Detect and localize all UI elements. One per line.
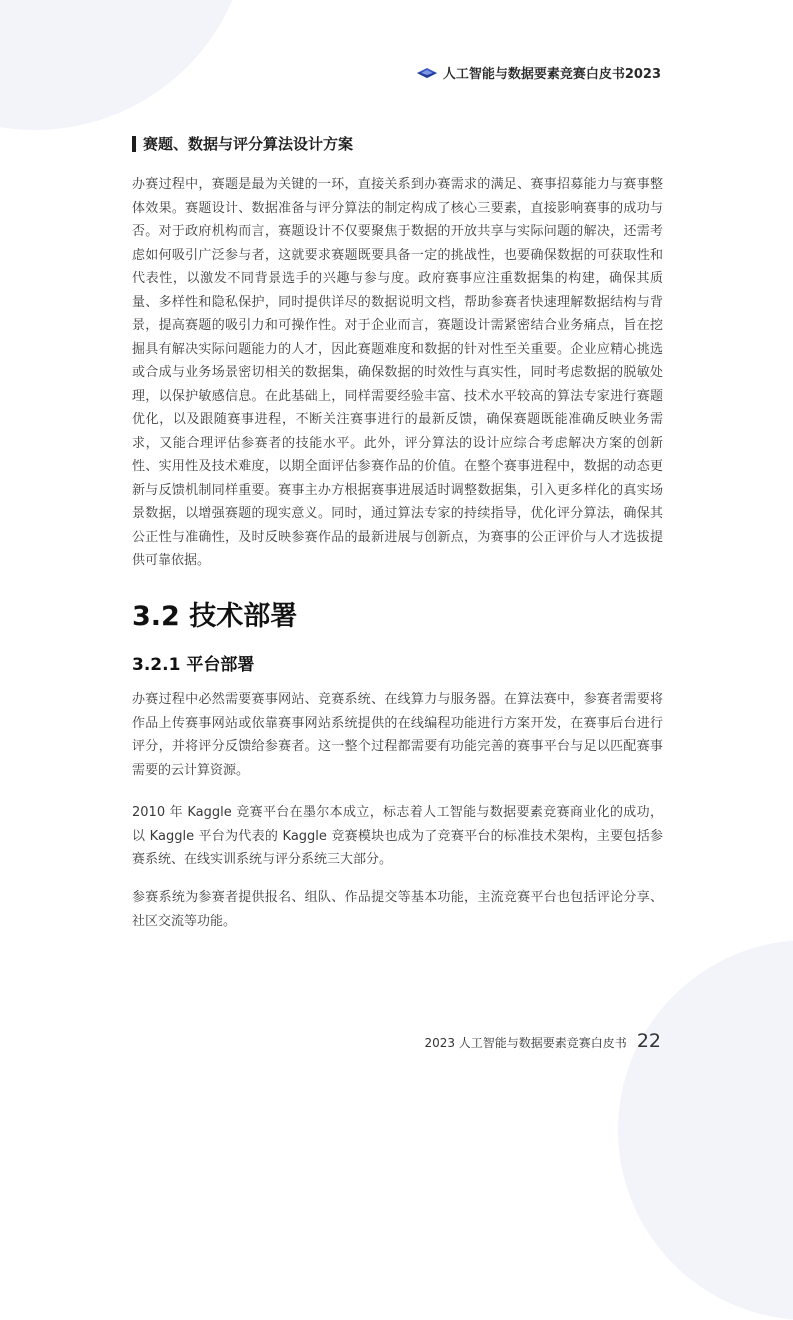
- header-title: 人工智能与数据要素竞赛白皮书2023: [442, 67, 661, 82]
- page-footer: [424, 1030, 661, 1052]
- decorative-circle-top-left: [0, 0, 250, 130]
- paragraph-platform-needs: 办赛过程中必然需要赛事网站、竞赛系统、在线算力与服务器。在算法赛中，参赛者需要将作品上传赛事网站或依靠赛事网站系统提供的在线编程功能进行方案开发，在赛事后台进行评分，并将评分反馈给参赛者。这一整个过程都需要有功能完善的赛事平台与足以匹配赛事需要的云计算资源。: [132, 692, 663, 778]
- page-number: 22: [636, 1030, 661, 1052]
- section-title-3-2: 3.2 技术部署: [132, 601, 298, 632]
- running-header: [417, 63, 661, 82]
- paragraph-competition-design: 办赛过程中，赛题是最为关键的一环，直接关系到办赛需求的满足、赛事招募能力与赛事整体效果。赛题设计、数据准备与评分算法的制定构成了核心三要素，直接影响赛事的成功与否。对于政府机构而言，赛题设计不仅要聚焦于数据的开放共享与实际问题的解决，还需考虑如何吸引广泛参与者，这就要求赛题既要具备一定的挑战性，也要确保数据的可获取性和代表性，以激发不同背景选手的兴趣与参与度。政府赛事应注重数据集的构建，确保其质量、多样性和隐私保护，同时提供详尽的数据说明文档，帮助参赛者快速理解数据结构与背景，提高赛题的吸引力和可操作性。对于企业而言，赛题设计需紧密结合业务痛点，旨在挖掘具有解决实际问题能力的人才，因此赛题难度和数据的针对性至关重要。企业应精心挑选或合成与业务场景密切相关的数据集，确保数据的时效性与真实性，同时考虑数据的脱敏处理，以保护敏感信息。在此基础上，同样需要经验丰富、技术水平较高的算法专家进行赛题优化，以及跟随赛事进程，不断关注赛事进行的最新反馈，确保赛题既能准确反映业务需求，又能合理评估参赛者的技能水平。此外，评分算法的设计应综合考虑解决方案的创新性、实用性及技术难度，以期全面评估参赛作品的价值。在整个赛事进程中，数据的动态更新与反馈机制同样重要。赛事主办方根据赛事进展适时调整数据集，引入更多样化的真实场景数据，以增强赛题的现实意义。同时，通过算法专家的持续指导，优化评分算法，确保其公正性与准确性，及时反映参赛作品的最新进展与创新点，为赛事的公正评价与人才选拔提供可靠依据。: [132, 177, 663, 568]
- paragraph-participant-system: 参赛系统为参赛者提供报名、组队、作品提交等基本功能，主流竞赛平台也包括评论分享、社区交流等功能。: [132, 890, 663, 929]
- paragraph-kaggle-history: 2010 年 Kaggle 竞赛平台在墨尔本成立，标志着人工智能与数据要素竞赛商业化的成功，以 Kaggle 平台为代表的 Kaggle 竞赛模块也成为了竞赛平台的标准技术架构，主要包括参赛系统、在线实训系统与评分系统三大部分。: [132, 805, 663, 867]
- section-subheading: [132, 133, 353, 154]
- heading-bar-marker: [132, 136, 136, 152]
- decorative-circle-bottom-right: [618, 940, 793, 1320]
- footer-title: 2023 人工智能与数据要素竞赛白皮书: [424, 1036, 627, 1050]
- subsection-title-3-2-1: 3.2.1 平台部署: [132, 655, 255, 675]
- section-subheading-text: 赛题、数据与评分算法设计方案: [143, 135, 354, 153]
- diamond-logo-icon: [417, 68, 437, 78]
